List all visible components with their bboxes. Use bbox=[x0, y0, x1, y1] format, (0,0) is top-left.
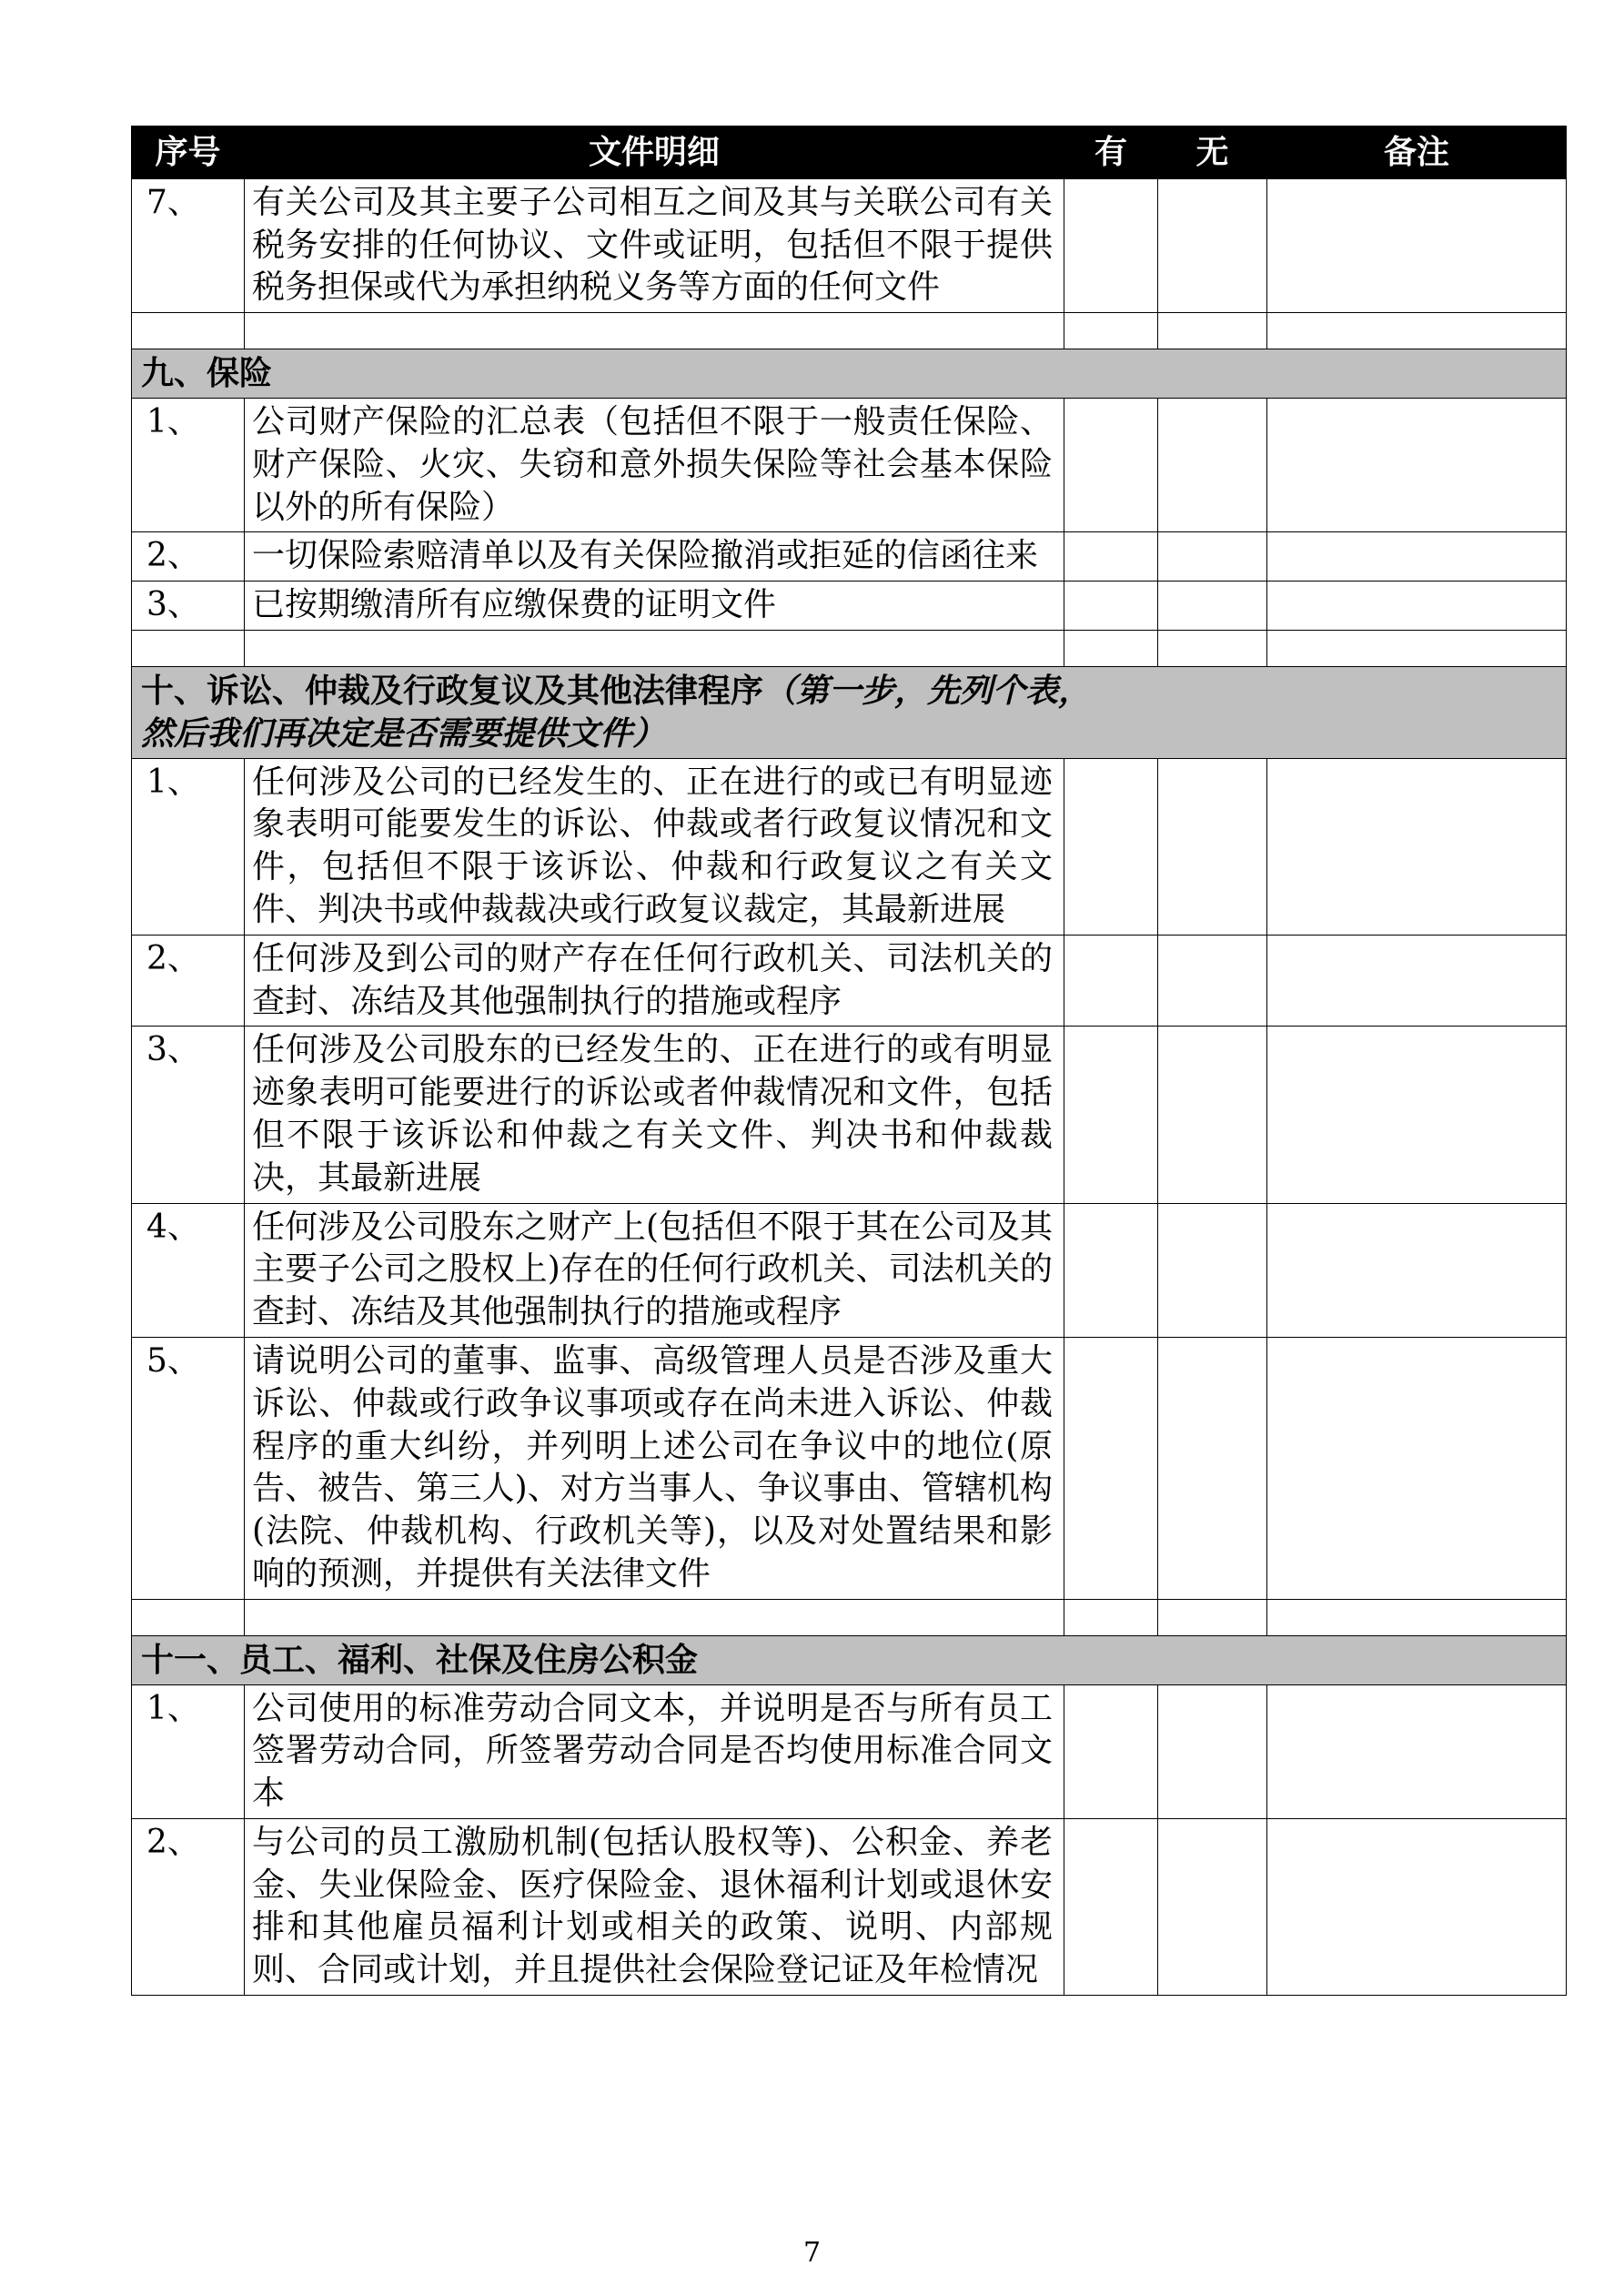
row-number: 2、 bbox=[132, 532, 245, 582]
spacer-row bbox=[132, 630, 1567, 666]
remark-cell bbox=[1267, 758, 1567, 935]
table-row bbox=[132, 1027, 1567, 1203]
have-cell bbox=[1064, 1684, 1158, 1818]
row-text: 任何涉及公司股东之财产上(包括但不限于其在公司及其主要子公司之股权上)存在的任何行政机关、司法机关的查封、冻结及其他强制执行的措施或程序 bbox=[245, 1203, 1064, 1337]
row-text: 与公司的员工激励机制(包括认股权等)、公积金、养老金、失业保险金、医疗保险金、退休福利计划或退休安排和其他雇员福利计划或相关的政策、说明、内部规则、合同或计划，并且提供社会保险登记证及年检情况 bbox=[245, 1818, 1064, 1995]
none-cell bbox=[1158, 1337, 1267, 1599]
row-number: 2、 bbox=[132, 1818, 245, 1995]
row-text: 一切保险索赔清单以及有关保险撤消或拒延的信函往来 bbox=[245, 532, 1064, 582]
section-cell bbox=[132, 666, 1567, 758]
empty-cell bbox=[1064, 630, 1158, 666]
header-col-detail: 文件明细 bbox=[245, 126, 1064, 179]
table-row bbox=[132, 1684, 1567, 1818]
remark-cell bbox=[1267, 532, 1567, 582]
header-col-no: 序号 bbox=[132, 126, 245, 179]
table-row bbox=[132, 582, 1567, 631]
row-number: 5、 bbox=[132, 1337, 245, 1599]
row-text: 任何涉及公司股东的已经发生的、正在进行的或有明显迹象表明可能要进行的诉讼或者仲裁情况和文件，包括但不限于该诉讼和仲裁之有关文件、判决书和仲裁裁决，其最新进展 bbox=[245, 1027, 1064, 1203]
row-text: 任何涉及到公司的财产存在任何行政机关、司法机关的查封、冻结及其他强制执行的措施或程序 bbox=[245, 935, 1064, 1027]
spacer-row bbox=[132, 1599, 1567, 1635]
remark-cell bbox=[1267, 582, 1567, 631]
remark-cell bbox=[1267, 398, 1567, 531]
table-row bbox=[132, 758, 1567, 935]
none-cell bbox=[1158, 758, 1267, 935]
remark-cell bbox=[1267, 1203, 1567, 1337]
row-number: 1、 bbox=[132, 398, 245, 531]
none-cell bbox=[1158, 1027, 1267, 1203]
table-row bbox=[132, 178, 1567, 312]
empty-cell bbox=[1158, 630, 1267, 666]
empty-cell bbox=[1064, 1599, 1158, 1635]
row-text: 公司财产保险的汇总表（包括但不限于一般责任保险、财产保险、火灾、失窃和意外损失保险等社会基本保险以外的所有保险） bbox=[245, 398, 1064, 531]
section-note: 然后我们再决定是否需要提供文件） bbox=[141, 713, 666, 753]
section-cell bbox=[132, 349, 1567, 399]
have-cell bbox=[1064, 398, 1158, 531]
none-cell bbox=[1158, 935, 1267, 1027]
row-number: 3、 bbox=[132, 1027, 245, 1203]
row-number: 3、 bbox=[132, 582, 245, 631]
row-text: 有关公司及其主要子公司相互之间及其与关联公司有关税务安排的任何协议、文件或证明，包括但不限于提供税务担保或代为承担纳税义务等方面的任何文件 bbox=[245, 178, 1064, 312]
none-cell bbox=[1158, 1684, 1267, 1818]
have-cell bbox=[1064, 1203, 1158, 1337]
table-header-row bbox=[132, 126, 1567, 179]
header-col-none: 无 bbox=[1158, 126, 1267, 179]
section-header-row bbox=[132, 1635, 1567, 1684]
row-number: 4、 bbox=[132, 1203, 245, 1337]
remark-cell bbox=[1267, 1818, 1567, 1995]
row-text: 任何涉及公司的已经发生的、正在进行的或已有明显迹象表明可能要发生的诉讼、仲裁或者行政复议情况和文件，包括但不限于该诉讼、仲裁和行政复议之有关文件、判决书或仲裁裁决或行政复议裁定，其最新进展 bbox=[245, 758, 1064, 935]
none-cell bbox=[1158, 1203, 1267, 1337]
spacer-row bbox=[132, 313, 1567, 349]
have-cell bbox=[1064, 1027, 1158, 1203]
table-row bbox=[132, 1337, 1567, 1599]
section-note: （第一步，先列个表， bbox=[763, 671, 1092, 710]
row-number: 2、 bbox=[132, 935, 245, 1027]
remark-cell bbox=[1267, 1337, 1567, 1599]
row-text: 公司使用的标准劳动合同文本，并说明是否与所有员工签署劳动合同，所签署劳动合同是否均使用标准合同文本 bbox=[245, 1684, 1064, 1818]
none-cell bbox=[1158, 582, 1267, 631]
have-cell bbox=[1064, 1818, 1158, 1995]
remark-cell bbox=[1267, 178, 1567, 312]
table-row bbox=[132, 532, 1567, 582]
empty-cell bbox=[1158, 1599, 1267, 1635]
section-cell bbox=[132, 1635, 1567, 1684]
none-cell bbox=[1158, 1818, 1267, 1995]
checklist-table bbox=[131, 126, 1567, 1996]
remark-cell bbox=[1267, 935, 1567, 1027]
have-cell bbox=[1064, 1337, 1158, 1599]
empty-cell bbox=[1064, 313, 1158, 349]
remark-cell bbox=[1267, 1027, 1567, 1203]
have-cell bbox=[1064, 178, 1158, 312]
empty-cell bbox=[1267, 313, 1567, 349]
have-cell bbox=[1064, 532, 1158, 582]
empty-cell bbox=[245, 630, 1064, 666]
section-title: 十一、员工、福利、社保及住房公积金 bbox=[141, 1640, 699, 1679]
empty-cell bbox=[245, 313, 1064, 349]
have-cell bbox=[1064, 582, 1158, 631]
none-cell bbox=[1158, 398, 1267, 531]
row-number: 1、 bbox=[132, 1684, 245, 1818]
table-row bbox=[132, 1818, 1567, 1995]
section-title: 十、诉讼、仲裁及行政复议及其他法律程序 bbox=[141, 671, 764, 710]
section-title: 九、保险 bbox=[141, 354, 273, 393]
table-row bbox=[132, 398, 1567, 531]
row-number: 7、 bbox=[132, 178, 245, 312]
empty-cell bbox=[132, 313, 245, 349]
empty-cell bbox=[1267, 1599, 1567, 1635]
have-cell bbox=[1064, 758, 1158, 935]
table-row bbox=[132, 935, 1567, 1027]
have-cell bbox=[1064, 935, 1158, 1027]
row-text: 已按期缴清所有应缴保费的证明文件 bbox=[245, 582, 1064, 631]
empty-cell bbox=[132, 630, 245, 666]
none-cell bbox=[1158, 532, 1267, 582]
table-row bbox=[132, 1203, 1567, 1337]
page-number: 7 bbox=[802, 2237, 822, 2269]
remark-cell bbox=[1267, 1684, 1567, 1818]
empty-cell bbox=[245, 1599, 1064, 1635]
empty-cell bbox=[1267, 630, 1567, 666]
section-header-row bbox=[132, 349, 1567, 399]
empty-cell bbox=[1158, 313, 1267, 349]
header-col-have: 有 bbox=[1064, 126, 1158, 179]
header-col-remark: 备注 bbox=[1267, 126, 1567, 179]
empty-cell bbox=[132, 1599, 245, 1635]
row-text: 请说明公司的董事、监事、高级管理人员是否涉及重大诉讼、仲裁或行政争议事项或存在尚未进入诉讼、仲裁程序的重大纠纷，并列明上述公司在争议中的地位(原告、被告、第三人)、对方当事人、争议事由、管辖机构(法院、仲裁机构、行政机关等)，以及对处置结果和影响的预测，并提供有关法律文件 bbox=[245, 1337, 1064, 1599]
row-number: 1、 bbox=[132, 758, 245, 935]
section-header-row bbox=[132, 666, 1567, 758]
none-cell bbox=[1158, 178, 1267, 312]
